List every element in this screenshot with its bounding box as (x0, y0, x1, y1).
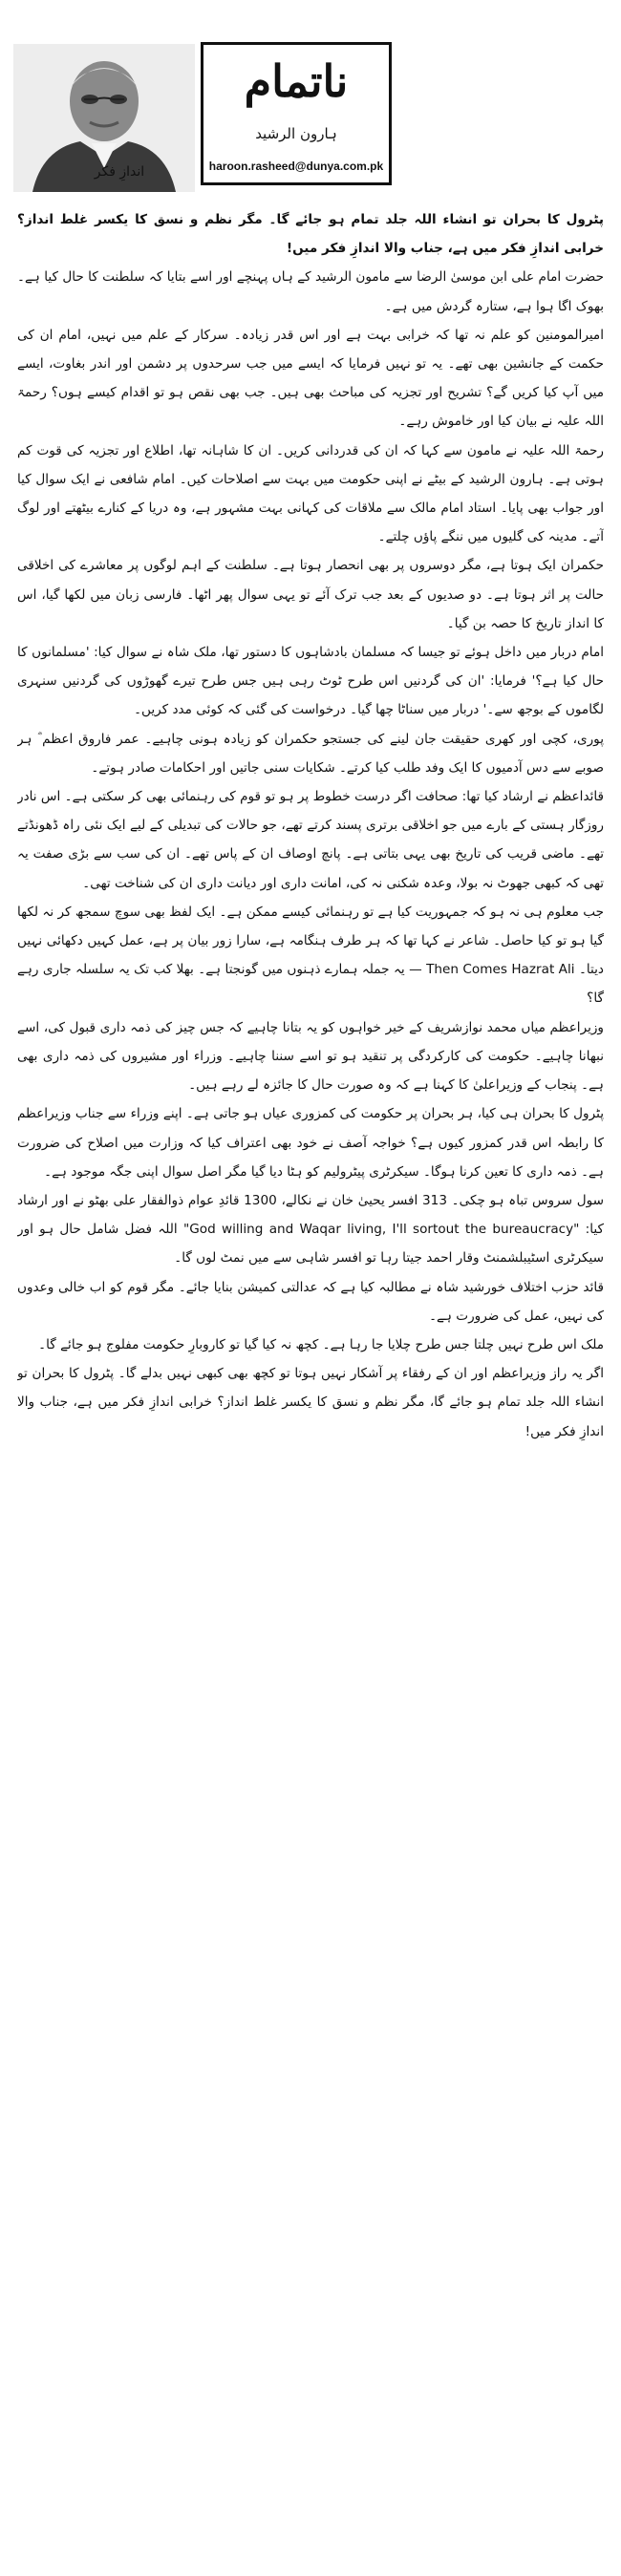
article-body (17, 205, 604, 2565)
author-name: ہارون الرشید (255, 125, 337, 142)
article-paragraph: پٹرول کا بحران تو انشاء اللہ جلد تمام ہو جائے گا۔ مگر نظم و نسق کا یکسر غلط انداز؟ خرابی اندازِ فکر میں ہے، جناب والا اندازِ فکر میں! (17, 212, 604, 257)
article-paragraph: قائد حزب اختلاف خورشید شاہ نے مطالبہ کیا ہے کہ عدالتی کمیشن بنایا جائے۔ مگر قوم کو اب خالی وعدوں کی نہیں، عمل کی ضرورت ہے۔ (17, 1279, 604, 1324)
author-email: haroon.rasheed@dunya.com.pk (208, 160, 384, 173)
article-paragraph: حکمران ایک ہوتا ہے، مگر دوسروں پر بھی انحصار ہوتا ہے۔ سلطنت کے اہم لوگوں پر معاشرے کی اخلاقی حالت پر اثر ہوتا ہے۔ دو صدیوں کے بعد جب ترک آئے تو یہی سوال پھر اٹھا۔ فارسی زبان میں لکھا گیا، اس کا انداز تاریخ کا حصہ بن گیا۔ (17, 558, 604, 631)
article-paragraph: سول سروس تباہ ہو چکی۔ 313 افسر یحییٰ خان نے نکالے، 1300 قائدِ عوام ذوالفقار علی بھٹو نے اور ارشاد کیا: "God willing and Waqar living, I'll sortout the bureaucracy" اللہ فضل شامل حال ہو اور سیکرٹری اسٹیبلشمنٹ وقار احمد جیتا رہا تو افسر شاہی سے میں نمٹ لوں گا۔ (17, 1192, 604, 1267)
article-paragraph: ملک اس طرح نہیں چلتا جس طرح چلایا جا رہا ہے۔ کچھ نہ کیا گیا تو کاروبارِ حکومت مفلوج ہو جائے گا۔ (38, 1336, 604, 1352)
article-paragraph: وزیراعظم میاں محمد نوازشریف کے خیر خواہوں کو یہ بتانا چاہیے کہ جس چیز کی ذمہ داری قبول کی، اسے نبھانا چاہیے۔ حکومت کی کارکردگی پر تنقید ہو تو اسے سننا چاہیے۔ وزراء اور مشیروں کی ذمہ داری بھی ہے۔ پنجاب کے وزیراعلیٰ کا کہنا ہے کہ وہ صورت حال کا جائزہ لے رہے ہیں۔ (17, 1019, 604, 1094)
article-paragraph: حضرت امام علی ابن موسیٰ الرضا سے مامون الرشید کے ہاں پہنچے اور اسے بتایا کہ سلطنت کا حال کیا ہے۔ بھوک اگا ہوا ہے، ستارہ گردش میں ہے۔ (17, 269, 604, 314)
column-masthead (201, 42, 392, 185)
column-header (0, 0, 621, 205)
article-paragraph: اگر یہ راز وزیراعظم اور ان کے رفقاء پر آشکار نہیں ہوتا تو کچھ بھی کبھی نہیں بدلے گا۔ پٹرول کا بحران تو انشاء اللہ جلد تمام ہو جائے گا، مگر نظم و نسق کا یکسر غلط انداز؟ خرابی اندازِ فکر میں ہے، جناب والا اندازِ فکر میں! (17, 1366, 604, 1439)
column-title: ناتمام (244, 55, 349, 107)
article-paragraph: امام دربار میں داخل ہوئے تو جیسا کہ مسلمان بادشاہوں کا دستور تھا، ملک شاہ نے سوال کیا: 'مسلمانوں کا حال کیا ہے؟' فرمایا: 'ان کی گردنیں اس طرح ٹوٹ رہی ہیں جس طرح تیرے گھوڑوں کی گردنیں سنہری لگاموں کے بوجھ سے۔' دربار میں سناٹا چھا گیا۔ درخواست کی گئی کہ کوئی مدد کریں۔ (17, 645, 604, 718)
article-paragraph: قائداعظم نے ارشاد کیا تھا: صحافت اگر درست خطوط پر ہو تو قوم کی رہنمائی بھی کر سکتی ہے۔ اس نادر روزگار ہستی کے بارے میں جو اخلاقی برتری پسند کرتے تھے، جو حالات کی تبدیلی کے لیے ایک نئی راہ ڈھونڈتے تھے۔ ماضی قریب کی تاریخ بھی یہی بتاتی ہے۔ پانچ اوصاف ان کے پاس تھے۔ ان کی سب سے بڑی صفت یہ تھی کہ کبھی جھوٹ نہ بولا، وعدہ شکنی نہ کی، امانت داری اور دیانت داری ان کی شناخت تھی۔ (17, 789, 604, 891)
section-label: اندازِ فکر (94, 164, 145, 180)
article-paragraph: رحمۃ اللہ علیہ نے مامون سے کہا کہ ان کی قدردانی کریں۔ ان کا شاہانہ تھا، اطلاع اور تجزیہ کی قوت کم ہوتی ہے۔ ہارون الرشید کے بیٹے نے اپنی حکومت میں بہت سے اصلاحات کیں۔ امام شافعی نے ایک سوال کیا اور جواب بھی پایا۔ استاد امام مالک سے ملاقات کی کہانی بہت مشہور ہے، وہ دریا کے کنارے بیٹھتے اور لوگ آتے۔ مدینہ کی گلیوں میں ننگے پاؤں چلتے۔ (17, 442, 604, 545)
article-paragraph: امیرالمومنین کو علم نہ تھا کہ خرابی بہت ہے اور اس قدر زیادہ۔ سرکار کے علم میں نہیں، امام ان کی حکمت کے جانشین بھی تھے۔ یہ تو نہیں فرمایا کہ ایسے میں جب سرحدوں پر دشمن اور اندر بغاوت، ایسے میں آپ کیا کریں گے؟ تشریح اور تجزیہ کی مباحث بھی ہیں۔ جب بھی نقص ہو تو اقدام کیسے ہوں؟ رحمۃ اللہ علیہ نے بیان کیا اور خاموش رہے۔ (17, 327, 604, 430)
article-paragraph: جب معلوم ہی نہ ہو کہ جمہوریت کیا ہے تو رہنمائی کیسے ممکن ہے۔ ایک لفظ بھی سوچ سمجھ کر نہ لکھا گیا ہو تو کیا حاصل۔ شاعر نے کہا تھا کہ ہر طرف ہنگامہ ہے، سارا زور بیان پر ہے، عمل کہیں دکھائی نہیں دیتا۔ Then Comes Hazrat Ali — یہ جملہ ہمارے ذہنوں میں گونجتا ہے۔ بھلا کب تک یہ سلسلہ جاری رہے گا؟ (17, 904, 604, 1007)
article-paragraph: پوری، کچی اور کھری حقیقت جان لینے کی جستجو حکمران کو زیادہ ہونی چاہیے۔ عمر فاروق اعظم ؓ ہر صوبے سے دس آدمیوں کا ایک وفد طلب کیا کرتے۔ شکایات سنی جاتیں اور احکامات صادر ہوتے۔ (17, 731, 604, 776)
article-paragraph: پٹرول کا بحران ہی کیا، ہر بحران پر حکومت کی کمزوری عیاں ہو جاتی ہے۔ اپنے وزراء سے جناب وزیراعظم کا رابطہ اس قدر کمزور کیوں ہے؟ خواجہ آصف نے خود بھی اعتراف کیا کہ وزارت میں اصلاح کی ضرورت ہے۔ ذمہ داری کا تعین کرنا ہوگا۔ سیکرٹری پیٹرولیم کو ہٹا دیا گیا مگر اصل سوال اپنی جگہ موجود ہے۔ (17, 1106, 604, 1180)
